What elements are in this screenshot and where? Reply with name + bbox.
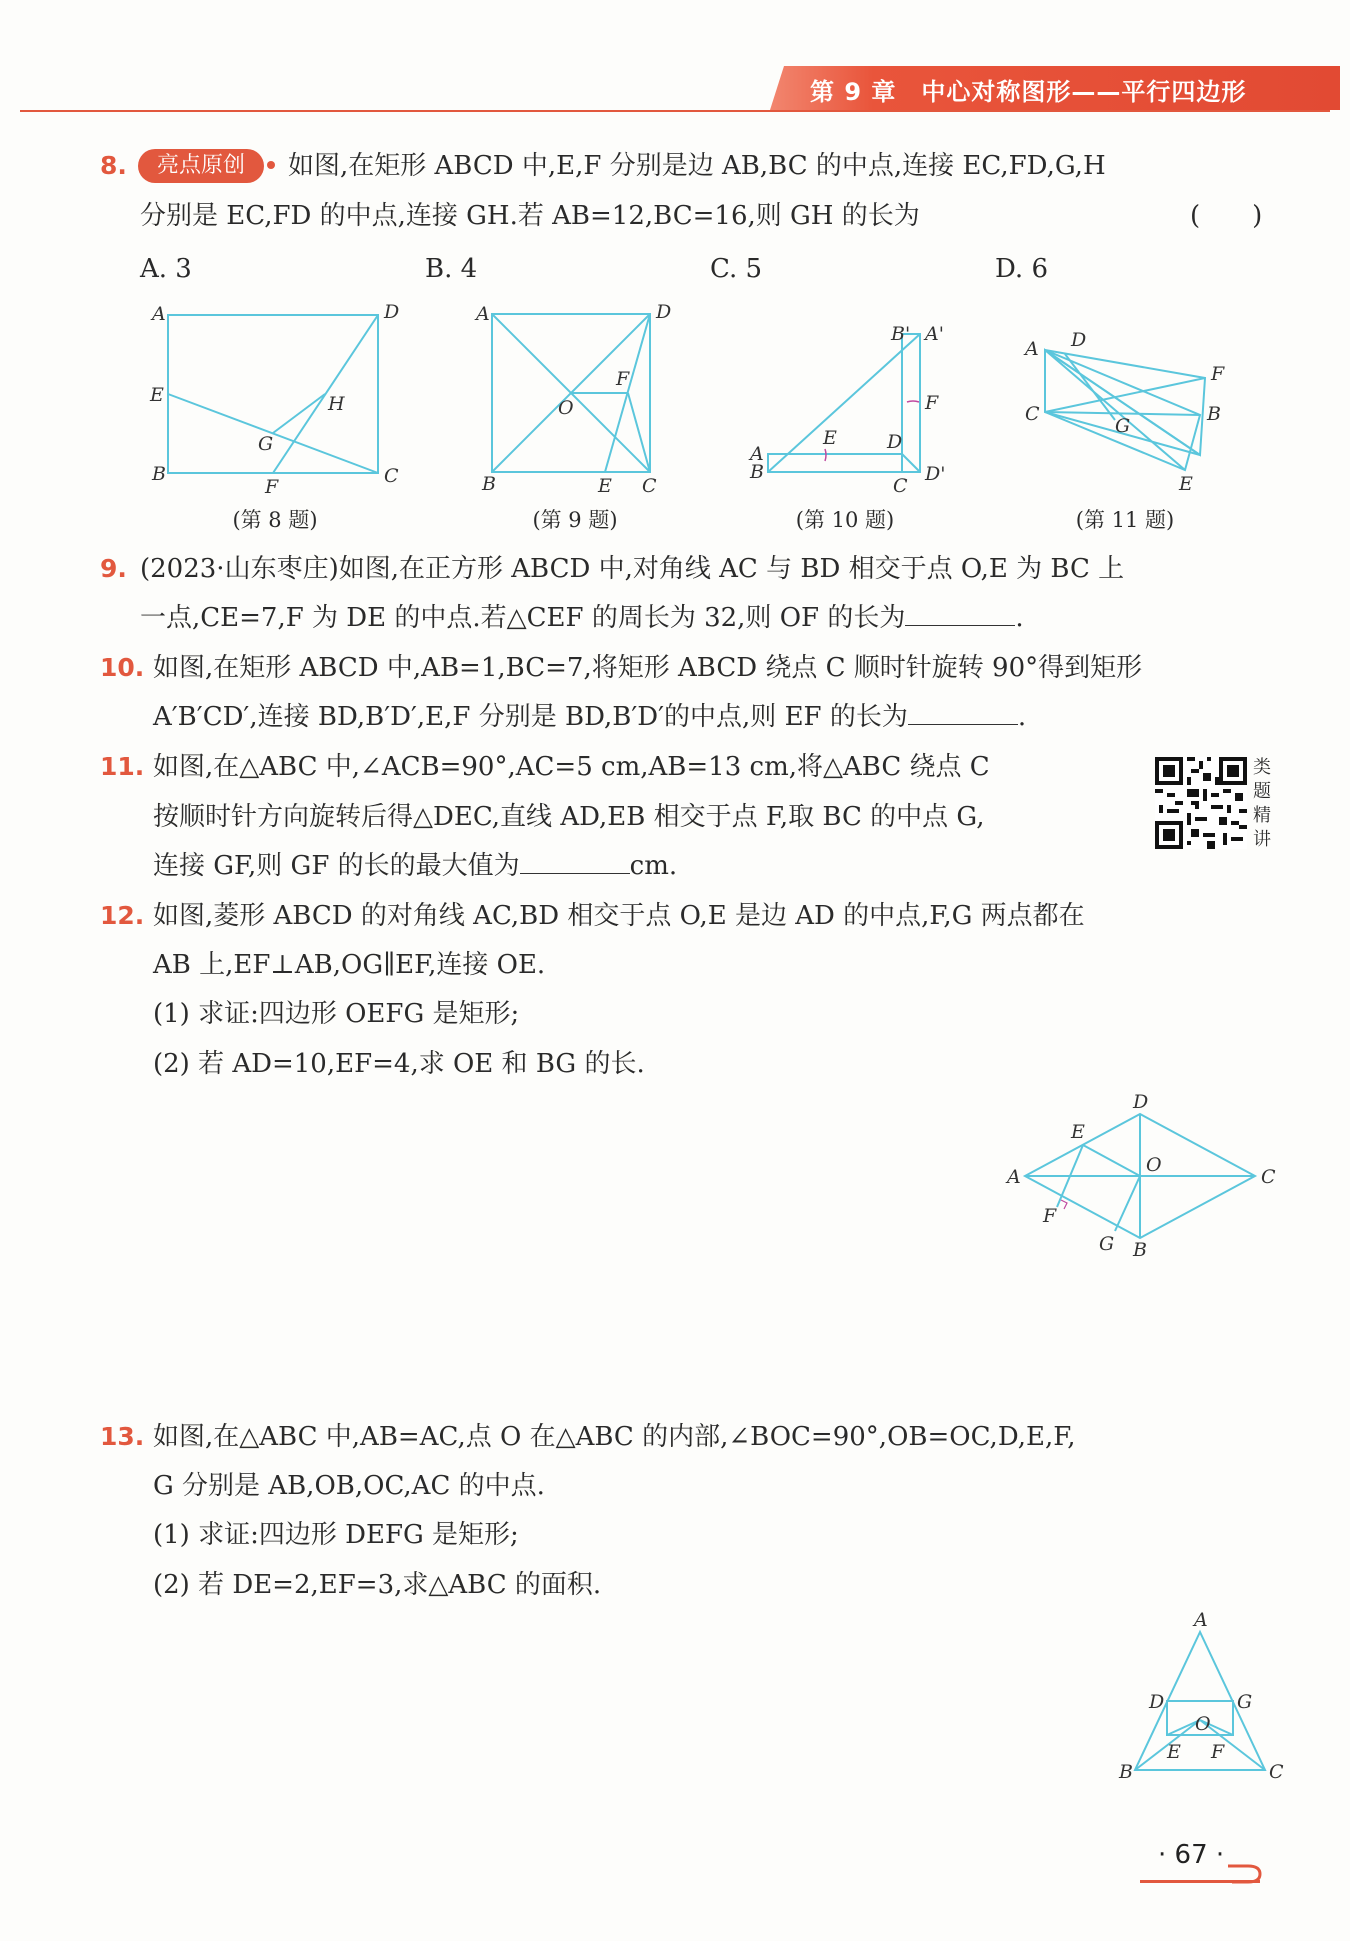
question-12-line-2: AB 上,EF⊥AB,OG∥EF,连接 OE.: [153, 950, 546, 980]
question-11-unit: cm.: [629, 851, 678, 881]
fig9-label-c: C: [642, 475, 657, 497]
caption-9: (第 9 题): [532, 508, 618, 532]
fig12-label-c: C: [1261, 1166, 1276, 1188]
question-11-line-3-text: 连接 GF,则 GF 的长的最大值为: [153, 851, 520, 881]
figure-9: [470, 300, 670, 500]
fig8-label-h: H: [328, 393, 345, 415]
question-11-line-2: 按顺时针方向旋转后得△DEC,直线 AD,EB 相交于点 F,取 BC 的中点 G,: [153, 802, 985, 832]
answer-blank-10[interactable]: [908, 700, 1018, 725]
question-11-number: 11.: [100, 752, 145, 781]
question-10-number: 10.: [100, 653, 145, 682]
fig12-label-g: G: [1099, 1233, 1115, 1255]
original-badge: 亮点原创: [138, 149, 264, 183]
option-c: C. 5: [710, 254, 763, 284]
fig12-label-d: D: [1133, 1091, 1149, 1113]
fig13-label-c: C: [1269, 1761, 1284, 1783]
figure-13: [1115, 1610, 1285, 1790]
question-13-part-2: (2) 若 DE=2,EF=3,求△ABC 的面积.: [153, 1570, 602, 1600]
fig12-label-a: A: [1007, 1166, 1021, 1188]
answer-blank-11[interactable]: [520, 849, 630, 874]
question-12-part-2: (2) 若 AD=10,EF=4,求 OE 和 BG 的长.: [153, 1049, 645, 1079]
qr-code-icon[interactable]: [1155, 757, 1247, 849]
fig13-label-o: O: [1195, 1713, 1211, 1735]
fig8-label-a: A: [152, 303, 166, 325]
fig11-label-g: G: [1115, 415, 1131, 437]
question-8-line-1: 如图,在矩形 ABCD 中,E,F 分别是边 AB,BC 的中点,连接 EC,FD,G,H: [288, 151, 1106, 181]
fig8-label-g: G: [258, 433, 274, 455]
question-9-line-2-text: 一点,CE=7,F 为 DE 的中点.若△CEF 的周长为 32,则 OF 的长为: [140, 603, 906, 633]
question-12-line-1: 如图,菱形 ABCD 的对角线 AC,BD 相交于点 O,E 是边 AD 的中点,F,G 两点都在: [153, 901, 1085, 931]
fig8-label-b: B: [152, 463, 166, 485]
caption-11: (第 11 题): [1075, 508, 1175, 532]
fig10-label-e: E: [823, 427, 837, 449]
question-10-period: .: [1017, 702, 1027, 732]
fig12-label-e: E: [1071, 1121, 1085, 1143]
figure-12: [995, 1090, 1285, 1260]
fig12-label-f: F: [1043, 1205, 1057, 1227]
badge-dot: [267, 161, 275, 169]
fig12-label-o: O: [1146, 1154, 1162, 1176]
fig10-label-a: A: [750, 443, 764, 465]
fig13-label-d: D: [1149, 1691, 1165, 1713]
fig8-label-f: F: [265, 476, 279, 498]
fig13-label-a: A: [1194, 1609, 1208, 1631]
answer-paren: ( ): [1190, 201, 1263, 231]
question-11-line-1: 如图,在△ABC 中,∠ACB=90°,AC=5 cm,AB=13 cm,将△ABC 绕点 C: [153, 752, 990, 782]
fig11-label-c: C: [1025, 403, 1040, 425]
fig10-label-a-prime: A': [925, 323, 944, 345]
question-10-line-1: 如图,在矩形 ABCD 中,AB=1,BC=7,将矩形 ABCD 绕点 C 顺时针旋转 90°得到矩形: [153, 653, 1143, 683]
fig13-label-e: E: [1167, 1741, 1181, 1763]
fig12-label-b: B: [1133, 1239, 1147, 1261]
fig8-label-e: E: [150, 384, 164, 406]
fig10-label-d: D: [887, 431, 903, 453]
qr-label: 类题精讲: [1253, 757, 1271, 850]
caption-8: (第 8 题): [232, 508, 318, 532]
fig10-label-b-prime: B': [891, 323, 911, 345]
question-10-line-2: [153, 700, 1026, 734]
fig10-label-d-prime: D': [925, 463, 946, 485]
figure-11: [1015, 320, 1255, 500]
fig11-label-f: F: [1211, 363, 1225, 385]
page-number: · 67 ·: [1158, 1840, 1225, 1870]
fig9-label-e: E: [598, 475, 612, 497]
option-d: D. 6: [995, 254, 1048, 284]
fig9-label-a: A: [476, 303, 490, 325]
fig10-label-f: F: [925, 392, 939, 414]
fig13-label-b: B: [1119, 1761, 1133, 1783]
fig13-label-f: F: [1211, 1741, 1225, 1763]
question-9-line-1: (2023·山东枣庄)如图,在正方形 ABCD 中,对角线 AC 与 BD 相交于点 O,E 为 BC 上: [140, 554, 1125, 584]
fig8-label-c: C: [384, 465, 399, 487]
question-10-line-2-text: A′B′CD′,连接 BD,B′D′,E,F 分别是 BD,B′D′的中点,则 EF 的长为: [153, 702, 908, 732]
fig9-label-o: O: [558, 397, 574, 419]
option-a: A. 3: [140, 254, 192, 284]
answer-blank-9[interactable]: [905, 601, 1015, 626]
fig8-label-d: D: [384, 301, 400, 323]
page-curl-icon: [1226, 1860, 1262, 1884]
figure-8: [140, 300, 410, 500]
option-b: B. 4: [425, 254, 478, 284]
question-12-part-1: (1) 求证:四边形 OEFG 是矩形;: [153, 999, 520, 1029]
figure-10: [745, 320, 975, 500]
question-13-part-1: (1) 求证:四边形 DEFG 是矩形;: [153, 1520, 519, 1550]
fig10-label-c: C: [893, 475, 908, 497]
fig9-label-f: F: [616, 368, 630, 390]
question-9-number: 9.: [100, 554, 127, 583]
question-13-number: 13.: [100, 1422, 145, 1451]
fig11-label-b: B: [1207, 403, 1221, 425]
header-rule: [20, 110, 1330, 112]
fig13-label-g: G: [1237, 1691, 1253, 1713]
fig9-label-d: D: [656, 301, 672, 323]
question-8-line-2: 分别是 EC,FD 的中点,连接 GH.若 AB=12,BC=16,则 GH 的长为: [140, 201, 920, 231]
question-13-line-1: 如图,在△ABC 中,AB=AC,点 O 在△ABC 的内部,∠BOC=90°,OB=OC,D,E,F,: [153, 1422, 1076, 1452]
question-12-number: 12.: [100, 901, 145, 930]
question-11-line-3: [153, 849, 677, 883]
caption-10: (第 10 题): [795, 508, 895, 532]
fig11-label-d: D: [1071, 329, 1087, 351]
question-13-line-2: G 分别是 AB,OB,OC,AC 的中点.: [153, 1471, 545, 1501]
fig11-label-e: E: [1179, 473, 1193, 495]
chapter-title: 第 9 章 中心对称图形——平行四边形: [810, 78, 1247, 106]
fig9-label-b: B: [482, 473, 496, 495]
fig11-label-a: A: [1025, 338, 1039, 360]
fig10-label-b: B: [750, 461, 764, 483]
question-9-line-2: [140, 601, 1024, 635]
question-8-number: 8.: [100, 151, 127, 180]
question-9-period: .: [1015, 603, 1024, 633]
